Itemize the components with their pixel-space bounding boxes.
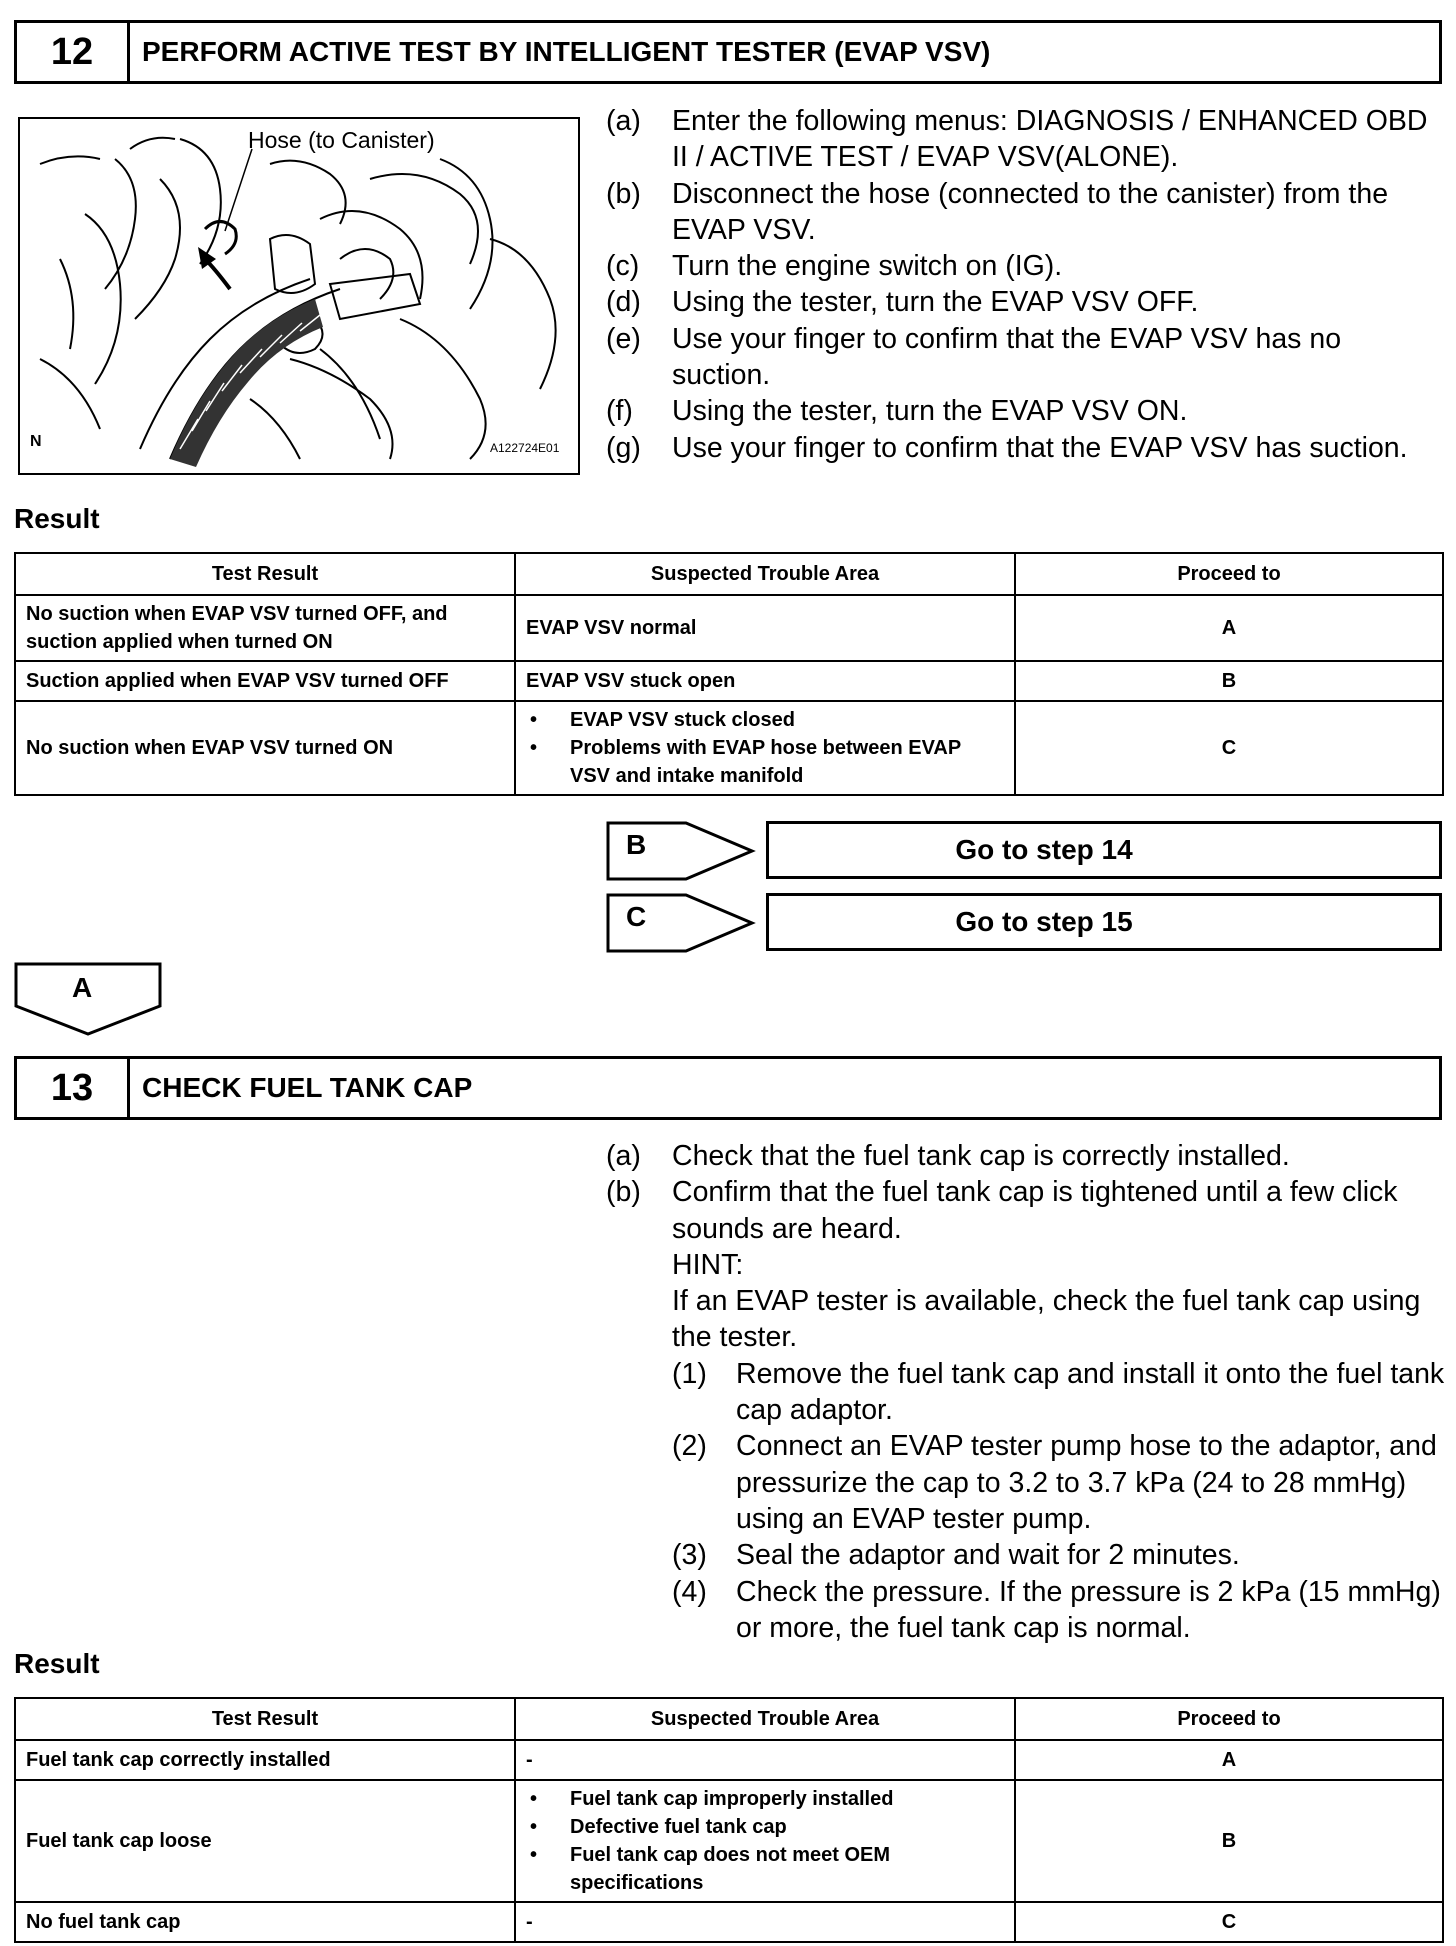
instruction-item: (f) Using the tester, turn the EVAP VSV ON. (606, 395, 1188, 428)
trouble-area-cell: EVAP VSV normal (515, 595, 1015, 661)
instruction-item: (g) Use your finger to confirm that the EVAP VSV has suction. (606, 431, 1408, 464)
step-13-result-label: Result (14, 1648, 100, 1679)
test-result-cell: Suction applied when EVAP VSV turned OFF (15, 661, 515, 701)
instruction-item: (a) Enter the following menus: DIAGNOSIS / ENHANCED OBD II / ACTIVE TEST / EVAP VSV(ALONE). (606, 105, 1428, 174)
table-row (15, 595, 1443, 661)
nav-letter-b[interactable]: B (606, 821, 754, 879)
proceed-cell: C (1015, 701, 1443, 795)
test-result-cell: No suction when EVAP VSV turned ON (15, 701, 515, 795)
test-result-cell: Fuel tank cap loose (15, 1780, 515, 1902)
go-to-step-14-button[interactable]: Go to step 14 (766, 821, 1442, 879)
hint-label: HINT: (672, 1248, 744, 1281)
test-result-cell: No fuel tank cap (15, 1902, 515, 1942)
bullet-item: • Fuel tank cap improperly installed (530, 1788, 894, 1810)
proceed-cell: A (1015, 1740, 1443, 1780)
sub-step-item: (1) Remove the fuel tank cap and install it onto the fuel tank cap adaptor. (672, 1357, 1445, 1427)
instruction-item: (a) Check that the fuel tank cap is correctly installed. (606, 1140, 1290, 1172)
trouble-area-cell: - (515, 1902, 1015, 1942)
step-12-header (14, 20, 1442, 84)
evap-vsv-illustration (18, 117, 580, 475)
figure-id: A122724E01 (490, 441, 560, 455)
table-header-row (15, 1698, 1443, 1740)
table-header-row (15, 553, 1443, 595)
nav-letter-c[interactable]: C (606, 893, 754, 951)
proceed-cell: B (1015, 661, 1443, 701)
step-12-title: PERFORM ACTIVE TEST BY INTELLIGENT TESTER (EVAP VSV) (142, 36, 991, 67)
sub-step-item: (3) Seal the adaptor and wait for 2 minutes. (672, 1539, 1240, 1572)
continue-tag-a[interactable]: A (14, 962, 162, 1036)
instruction-item: (c) Turn the engine switch on (IG). (606, 250, 1063, 283)
step-13-title: CHECK FUEL TANK CAP (142, 1072, 473, 1103)
step-13-instructions (606, 1138, 1446, 1646)
step-12-result-table (14, 552, 1444, 796)
table-row (15, 1780, 1443, 1902)
instruction-item: (b) Disconnect the hose (connected to the canister) from the EVAP VSV. (606, 177, 1389, 246)
trouble-area-cell: - (515, 1740, 1015, 1780)
proceed-cell: A (1015, 595, 1443, 661)
test-result-cell: Fuel tank cap correctly installed (15, 1740, 515, 1780)
step-12-instructions (606, 103, 1446, 466)
step-12-result-label: Result (14, 503, 100, 534)
column-header: Proceed to (1015, 1698, 1443, 1740)
trouble-area-cell: EVAP VSV stuck open (515, 661, 1015, 701)
bullet-item: • Problems with EVAP hose between EVAP VSV and intake manifold (530, 737, 961, 787)
instruction-item: (e) Use your finger to confirm that the EVAP VSV has no suction. (606, 322, 1342, 392)
trouble-area-cell (515, 1780, 1015, 1902)
bullet-item: • EVAP VSV stuck closed (530, 709, 795, 731)
figure-corner-label: N (30, 433, 42, 450)
go-to-step-15-button[interactable]: Go to step 15 (766, 893, 1442, 951)
instruction-item: (b) Confirm that the fuel tank cap is tightened until a few click sounds are heard. (606, 1176, 1398, 1245)
column-header: Suspected Trouble Area (515, 1698, 1015, 1740)
sub-step-item: (2) Connect an EVAP tester pump hose to the adaptor, and pressurize the cap to 3.2 to 3.7 kPa (24 to 28 mmHg) using an EVAP tester pump. (672, 1430, 1437, 1535)
engine-line-drawing (20, 119, 578, 473)
column-header: Proceed to (1015, 553, 1443, 595)
step-13-result-table (14, 1697, 1444, 1943)
proceed-cell: B (1015, 1780, 1443, 1902)
hose-callout: Hose (to Canister) (248, 127, 435, 153)
hint-text: If an EVAP tester is available, check the fuel tank cap using the tester. (672, 1285, 1421, 1354)
instruction-item: (d) Using the tester, turn the EVAP VSV OFF. (606, 286, 1199, 319)
table-row (15, 1740, 1443, 1780)
bullet-item: • Fuel tank cap does not meet OEM specifications (530, 1844, 891, 1894)
test-result-cell: No suction when EVAP VSV turned OFF, and suction applied when turned ON (15, 595, 515, 661)
step-13-number: 13 (17, 1059, 130, 1117)
step-12-number: 12 (17, 23, 130, 81)
sub-step-item: (4) Check the pressure. If the pressure is 2 kPa (15 mmHg) or more, the fuel tank cap is normal. (672, 1575, 1441, 1644)
column-header: Suspected Trouble Area (515, 553, 1015, 595)
proceed-cell: C (1015, 1902, 1443, 1942)
table-row (15, 701, 1443, 795)
step-13-header (14, 1056, 1442, 1120)
trouble-area-cell (515, 701, 1015, 795)
column-header: Test Result (15, 1698, 515, 1740)
table-row (15, 661, 1443, 701)
table-row (15, 1902, 1443, 1942)
bullet-item: • Defective fuel tank cap (530, 1816, 787, 1838)
column-header: Test Result (15, 553, 515, 595)
